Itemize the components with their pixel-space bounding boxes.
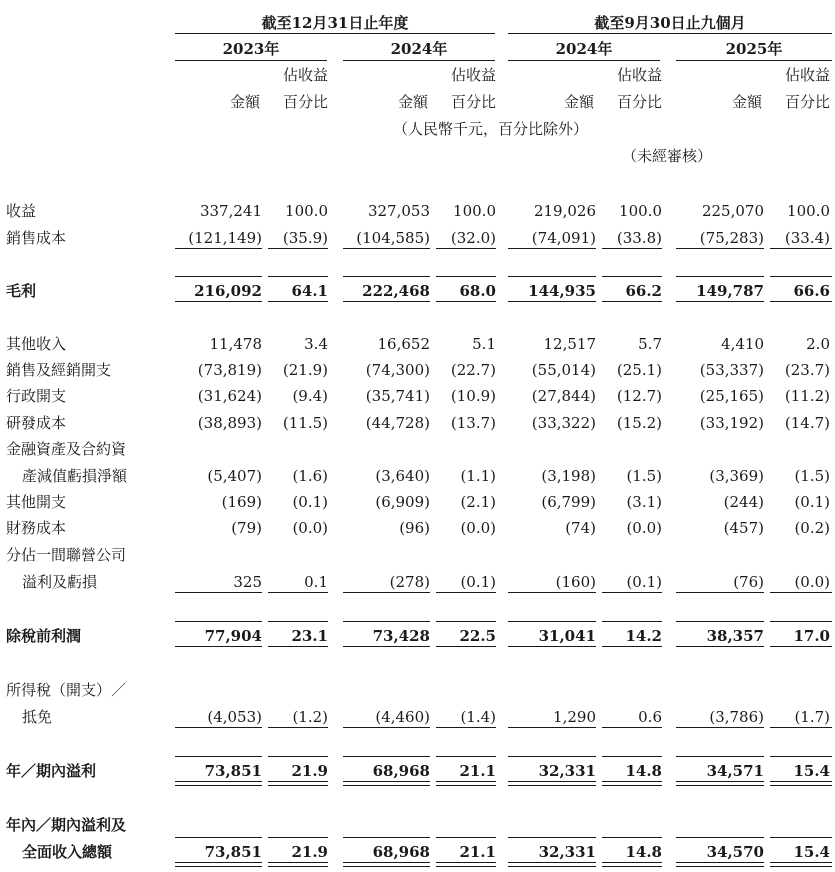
underline [436,592,496,593]
pct-label-2: 佔收益 [450,66,496,84]
underline [175,727,262,728]
overline [436,756,496,757]
row-label: 行政開支 [6,387,67,405]
overline [343,621,430,622]
amount-cell: (4,053) [207,708,262,726]
percent-cell: (22.7) [450,361,496,379]
amount-cell: (74) [565,519,596,537]
underline [175,646,262,647]
amount-cell: (74,300) [365,361,430,379]
amount-cell: (169) [221,493,262,511]
amount-cell: 68,968 [372,843,430,861]
underline [508,301,596,302]
underline [508,248,596,249]
row-label: 收益 [6,202,37,220]
amount-cell: 327,053 [367,202,430,220]
amount-cell: (75,283) [699,229,764,247]
double-underline [343,862,430,867]
pct2-label-1: 百分比 [282,93,328,111]
amount-cell: (55,014) [531,361,596,379]
overline [268,276,328,277]
row-label: 毛利 [6,282,37,300]
double-underline [268,862,328,867]
percent-cell: (0.2) [794,519,830,537]
percent-cell: 0.6 [638,708,662,726]
amount-cell: 32,331 [538,762,596,780]
underline [508,727,596,728]
row-label: 財務成本 [6,519,67,537]
underline [436,646,496,647]
percent-cell: 100.0 [787,202,830,220]
year-2024-9m: 2024年 [555,40,613,58]
underline [676,592,764,593]
double-underline [175,781,262,786]
amount-cell: 225,070 [701,202,764,220]
percent-cell: (11.5) [282,414,328,432]
percent-cell: 3.4 [304,335,328,353]
percent-cell: 21.9 [291,843,328,861]
percent-cell: 0.1 [304,573,328,591]
amount-cell: (27,844) [531,387,596,405]
amount-cell: 1,290 [553,708,596,726]
double-underline [436,781,496,786]
percent-cell: (0.1) [794,493,830,511]
amount-cell: (44,728) [365,414,430,432]
percent-cell: (0.0) [292,519,328,537]
percent-cell: 14.2 [625,627,662,645]
percent-cell: (35.9) [282,229,328,247]
underline [676,727,764,728]
double-underline [770,781,832,786]
overline [602,756,662,757]
year-2023: 2023年 [222,40,280,58]
row-label-continued: 產減值虧損淨額 [22,467,128,485]
underline [268,592,328,593]
underline [343,592,430,593]
percent-cell: 100.0 [285,202,328,220]
row-label-continued: 全面收入總額 [22,843,113,861]
underline [676,301,764,302]
overline [770,276,832,277]
underline [770,301,832,302]
underline [268,301,328,302]
underline [770,646,832,647]
underline [175,248,262,249]
row-label-continued: 抵免 [22,708,53,726]
amount-cell: 216,092 [194,282,262,300]
double-underline [676,781,764,786]
amount-cell: 12,517 [543,335,596,353]
overline [175,276,262,277]
percent-cell: (15.2) [616,414,662,432]
overline [770,621,832,622]
percent-cell: 2.0 [806,335,830,353]
double-underline [175,862,262,867]
row-label: 年／期內溢利 [6,762,97,780]
overline [343,756,430,757]
overline [268,756,328,757]
amount-cell: 11,478 [209,335,262,353]
double-underline [508,781,596,786]
underline [268,248,328,249]
amount-cell: (79) [231,519,262,537]
amount-cell: 38,357 [706,627,764,645]
percent-cell: (0.0) [794,573,830,591]
percent-cell: 21.1 [459,762,496,780]
amount-cell: 144,935 [528,282,596,300]
amount-cell: (3,786) [709,708,764,726]
double-underline [770,862,832,867]
underline [343,646,430,647]
underline [436,301,496,302]
amount-cell: 73,851 [204,843,262,861]
amount-cell: (33,322) [531,414,596,432]
row-label: 銷售及經銷開支 [6,361,112,379]
amount-cell: 73,428 [372,627,430,645]
percent-cell: (2.1) [460,493,496,511]
amount-cell: (53,337) [699,361,764,379]
percent-cell: (25.1) [616,361,662,379]
amount-cell: (6,909) [375,493,430,511]
percent-cell: 5.7 [638,335,662,353]
pct-label-4: 佔收益 [784,66,830,84]
row-label-continued: 溢利及虧損 [22,573,98,591]
percent-cell: (23.7) [784,361,830,379]
amount-cell: (6,799) [541,493,596,511]
amount-cell: (96) [399,519,430,537]
row-label: 研發成本 [6,414,67,432]
overline [268,621,328,622]
amount-cell: 337,241 [199,202,262,220]
row-label: 年內／期內溢利及 [6,816,127,834]
percent-cell: (33.8) [616,229,662,247]
amount-cell: 325 [233,573,262,591]
double-underline [268,781,328,786]
overline [268,837,328,838]
overline [343,276,430,277]
amount-cell: 68,968 [372,762,430,780]
overline [436,621,496,622]
underline [602,592,662,593]
amount-cell: (73,819) [197,361,262,379]
amount-cell: (244) [723,493,764,511]
underline [268,727,328,728]
overline [508,756,596,757]
percent-cell: (3.1) [626,493,662,511]
group-header-nine-months: 截至9月30日止九個月 [594,14,746,32]
pct-label-1: 佔收益 [282,66,328,84]
overline [676,756,764,757]
amount-cell: 32,331 [538,843,596,861]
underline [175,301,262,302]
double-underline [436,862,496,867]
percent-cell: 100.0 [619,202,662,220]
underline [343,727,430,728]
row-label: 銷售成本 [6,229,67,247]
unit-note: （人民幣千元，百分比除外） [393,120,589,138]
percent-cell: (1.2) [292,708,328,726]
percent-cell: (13.7) [450,414,496,432]
percent-cell: 66.2 [625,282,662,300]
amount-label-3: 金額 [563,93,594,111]
amount-cell: 31,041 [538,627,596,645]
pct2-label-4: 百分比 [784,93,830,111]
underline [602,301,662,302]
amount-cell: 16,652 [377,335,430,353]
row-label: 其他收入 [6,335,67,353]
underline [175,592,262,593]
pct-label-3: 佔收益 [616,66,662,84]
overline [436,837,496,838]
pct2-label-2: 百分比 [450,93,496,111]
row-label: 金融資產及合約資 [6,440,127,458]
percent-cell: (1.4) [460,708,496,726]
amount-cell: (25,165) [699,387,764,405]
underline [436,727,496,728]
overline [676,837,764,838]
amount-cell: 73,851 [204,762,262,780]
percent-cell: (14.7) [784,414,830,432]
amount-cell: (76) [733,573,764,591]
amount-cell: (278) [389,573,430,591]
percent-cell: (1.7) [794,708,830,726]
percent-cell: 21.9 [291,762,328,780]
group-header-annual: 截至12月31日止年度 [261,14,409,32]
amount-label-1: 金額 [229,93,260,111]
percent-cell: (32.0) [450,229,496,247]
percent-cell: 100.0 [453,202,496,220]
underline [602,727,662,728]
amount-cell: (4,460) [375,708,430,726]
double-underline [343,781,430,786]
percent-cell: (1.5) [626,467,662,485]
amount-label-4: 金額 [731,93,762,111]
double-underline [602,862,662,867]
underline [770,248,832,249]
overline [602,276,662,277]
double-underline [602,781,662,786]
overline [602,621,662,622]
percent-cell: 15.4 [793,762,830,780]
amount-cell: 34,571 [706,762,764,780]
underline [602,248,662,249]
row-label: 除稅前利潤 [6,627,82,645]
double-underline [676,862,764,867]
amount-cell: 34,570 [706,843,764,861]
amount-cell: 222,468 [362,282,430,300]
percent-cell: 5.1 [472,335,496,353]
underline [343,301,430,302]
underline [770,592,832,593]
double-underline [508,862,596,867]
amount-cell: (31,624) [197,387,262,405]
amount-cell: (3,369) [709,467,764,485]
percent-cell: (12.7) [616,387,662,405]
year-2024: 2024年 [390,40,448,58]
pct2-label-3: 百分比 [616,93,662,111]
row-label: 其他開支 [6,493,67,511]
underline [508,592,596,593]
underline [268,646,328,647]
percent-cell: (11.2) [784,387,830,405]
row-label: 所得稅（開支）／ [6,681,127,699]
overline [175,837,262,838]
percent-cell: (10.9) [450,387,496,405]
percent-cell: 23.1 [291,627,328,645]
underline [343,248,430,249]
percent-cell: 21.1 [459,843,496,861]
overline [770,756,832,757]
unaudited-note: （未經審核） [622,147,713,165]
amount-label-2: 金額 [397,93,428,111]
percent-cell: 68.0 [459,282,496,300]
overline [602,837,662,838]
amount-cell: (121,149) [188,229,262,247]
underline [436,248,496,249]
percent-cell: 17.0 [793,627,830,645]
overline [676,276,764,277]
overline [508,621,596,622]
amount-cell: (33,192) [699,414,764,432]
amount-cell: 149,787 [696,282,764,300]
underline [676,248,764,249]
percent-cell: 14.8 [625,843,662,861]
overline [436,276,496,277]
amount-cell: (160) [555,573,596,591]
underline [770,727,832,728]
overline [175,621,262,622]
amount-cell: (3,640) [375,467,430,485]
percent-cell: (0.1) [292,493,328,511]
underline [676,646,764,647]
percent-cell: (0.1) [626,573,662,591]
overline [508,837,596,838]
amount-cell: 4,410 [721,335,764,353]
percent-cell: 64.1 [291,282,328,300]
amount-cell: (5,407) [207,467,262,485]
amount-cell: (104,585) [356,229,430,247]
percent-cell: (1.5) [794,467,830,485]
amount-cell: 219,026 [533,202,596,220]
percent-cell: 22.5 [459,627,496,645]
underline [508,646,596,647]
amount-cell: (35,741) [365,387,430,405]
percent-cell: (1.1) [460,467,496,485]
percent-cell: 66.6 [793,282,830,300]
percent-cell: (33.4) [784,229,830,247]
amount-cell: (74,091) [531,229,596,247]
amount-cell: (38,893) [197,414,262,432]
percent-cell: (21.9) [282,361,328,379]
percent-cell: (0.1) [460,573,496,591]
overline [175,756,262,757]
percent-cell: 15.4 [793,843,830,861]
amount-cell: 77,904 [204,627,262,645]
amount-cell: (457) [723,519,764,537]
percent-cell: (9.4) [292,387,328,405]
overline [343,837,430,838]
overline [508,276,596,277]
overline [770,837,832,838]
percent-cell: (0.0) [626,519,662,537]
overline [676,621,764,622]
row-label: 分佔一間聯營公司 [6,546,127,564]
percent-cell: (1.6) [292,467,328,485]
amount-cell: (3,198) [541,467,596,485]
year-2025-9m: 2025年 [725,40,783,58]
percent-cell: 14.8 [625,762,662,780]
percent-cell: (0.0) [460,519,496,537]
underline [602,646,662,647]
